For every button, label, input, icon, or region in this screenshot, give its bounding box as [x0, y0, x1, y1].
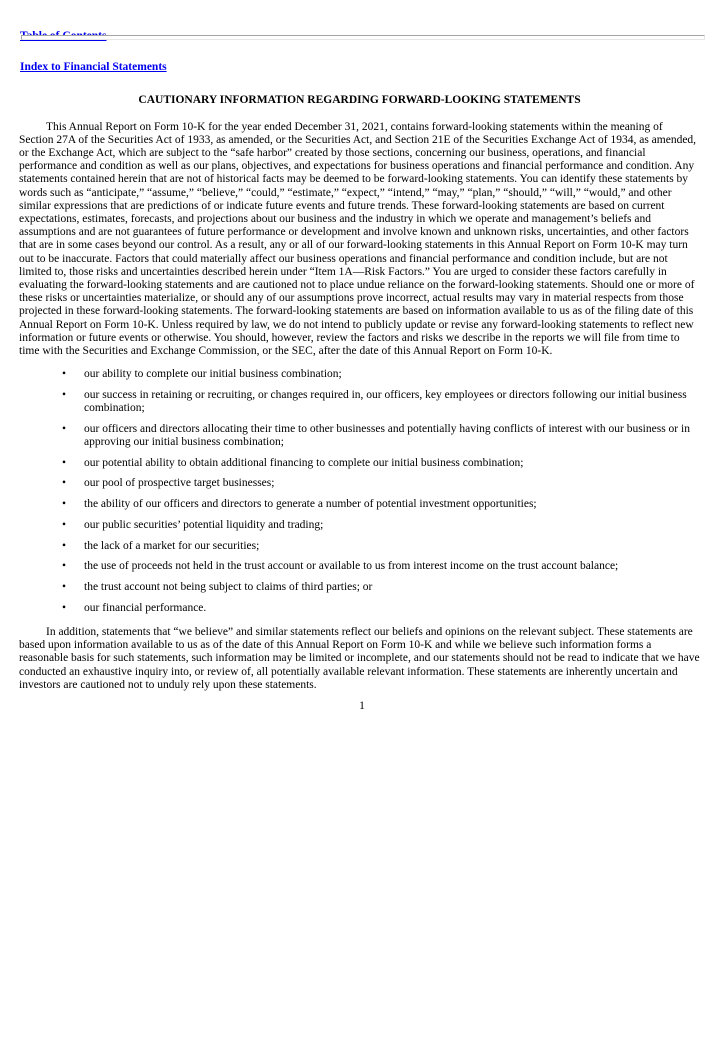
page-number: 1 — [359, 699, 365, 712]
list-item — [19, 389, 700, 415]
bullet-text: our financial performance. — [84, 601, 207, 614]
bullet-icon: • — [62, 388, 67, 401]
bullet-icon: • — [62, 498, 67, 511]
bullet-text: our public securities’ potential liquidity and trading; — [84, 518, 324, 531]
bullet-icon: • — [62, 581, 67, 593]
bullet-text: our pool of prospective target businesses; — [84, 477, 275, 490]
bullet-text: our ability to complete our initial business combination; — [84, 368, 342, 381]
in-addition-paragraph: In addition, statements that “we believe” and similar statements reflect our beliefs and opinions on the relevant subject. These statements are based upon information available to us as of the date of this Annual Report on Form 10-K and while we believe such information forms a reasonable basis for such statements, such information may be limited or incomplete, and our statements should not be read to indicate that we have conducted an exhaustive inquiry into, or review of, all potentially available relevant information. These statements are inherently uncertain and investors are cautioned not to unduly rely upon these statements. — [19, 625, 700, 691]
bullet-text: the use of proceeds not held in the trust account or available to us from interest income on the trust account balance; — [84, 560, 619, 573]
list-item — [19, 423, 700, 449]
bullet-text: our potential ability to obtain additional financing to complete our initial business combination; — [84, 456, 524, 469]
bullet-text: the trust account not being subject to claims of third parties; or — [84, 581, 373, 593]
forward-looking-bullet-list — [19, 368, 700, 615]
list-item — [19, 540, 700, 553]
bullet-icon: • — [62, 539, 67, 552]
list-item — [19, 560, 700, 573]
bullet-icon: • — [62, 518, 67, 531]
nav-row-index-financial-statements — [20, 61, 724, 74]
bullet-icon: • — [62, 477, 67, 490]
list-item — [19, 457, 700, 470]
bullet-icon: • — [62, 601, 67, 614]
page-title: CAUTIONARY INFORMATION REGARDING FORWARD-LOOKING STATEMENTS — [138, 94, 581, 107]
list-item — [19, 581, 700, 594]
bullet-text: the ability of our officers and directors to generate a number of potential investment opportunities; — [84, 498, 537, 511]
list-item — [19, 368, 700, 381]
bullet-icon: • — [62, 456, 67, 469]
forward-looking-intro-paragraph: This Annual Report on Form 10-K for the year ended December 31, 2021, contains forward-looking statements within the meaning of Section 27A of the Securities Act of 1933, as amended, or the Securities Act, and Section 21E of the Securities Exchange Act of 1934, as amended, or the Exchange Act, which are subject to the “safe harbor” created by those sections, concerning our business, operations, and financial performance and condition as well as our plans, objectives, and expectations for business operations and financial performance and condition. Any statements contained herein that are not of historical facts may be deemed to be forward-looking statements. You can identify these statements by words such as “anticipate,” “assume,” “believe,” “could,” “estimate,” “expect,” “intend,” “may,” “plan,” “should,” “will,” “would,” and other similar expressions that are predictions of or indicate future events and future trends. These forward-looking statements are based on current expectations, estimates, forecasts, and projections about our business and the industry in which we operate and management’s beliefs and assumptions and are not guarantees of future performance or development and involve known and unknown risks, uncertainties, and other factors that are in some cases beyond our control. As a result, any or all of our forward-looking statements in this Annual Report on Form 10-K may turn out to be inaccurate. Factors that could materially affect our business operations and financial performance and condition include, but are not limited to, those risks and uncertainties described herein under “Item 1A—Risk Factors.” You are urged to consider these factors carefully in evaluating the forward-looking statements and are cautioned not to place undue reliance on the forward-looking statements. Should one or more of these risks or uncertainties materialize, or should any of our assumptions prove incorrect, actual results may vary in material respects from those projected in these forward-looking statements. The forward-looking statements are based on information available to us as of the filing date of this Annual Report on Form 10-K. Unless required by law, we do not intend to publicly update or revise any forward-looking statements to reflect new information or future events or otherwise. You should, however, review the factors and risks we describe in the reports we will file from time to time with the Securities and Exchange Commission, or the SEC, after the date of this Annual Report on Form 10-K. — [19, 120, 697, 358]
bullet-text: the lack of a market for our securities; — [84, 539, 260, 552]
index-to-financial-statements-link[interactable]: Index to Financial Statements — [20, 61, 167, 74]
list-item — [19, 519, 700, 532]
list-item — [19, 477, 700, 490]
list-item — [19, 498, 700, 511]
list-item — [19, 602, 700, 615]
bullet-icon: • — [62, 368, 67, 381]
top-rule — [21, 35, 705, 40]
bullet-text: our success in retaining or recruiting, or changes required in, our officers, key employees or directors following our initial business combination; — [84, 388, 687, 415]
bullet-icon: • — [62, 422, 67, 435]
bullet-text: our officers and directors allocating their time to other businesses and potentially having conflicts of interest with our business or in approving our initial business combination; — [84, 422, 690, 449]
bullet-icon: • — [62, 560, 67, 573]
